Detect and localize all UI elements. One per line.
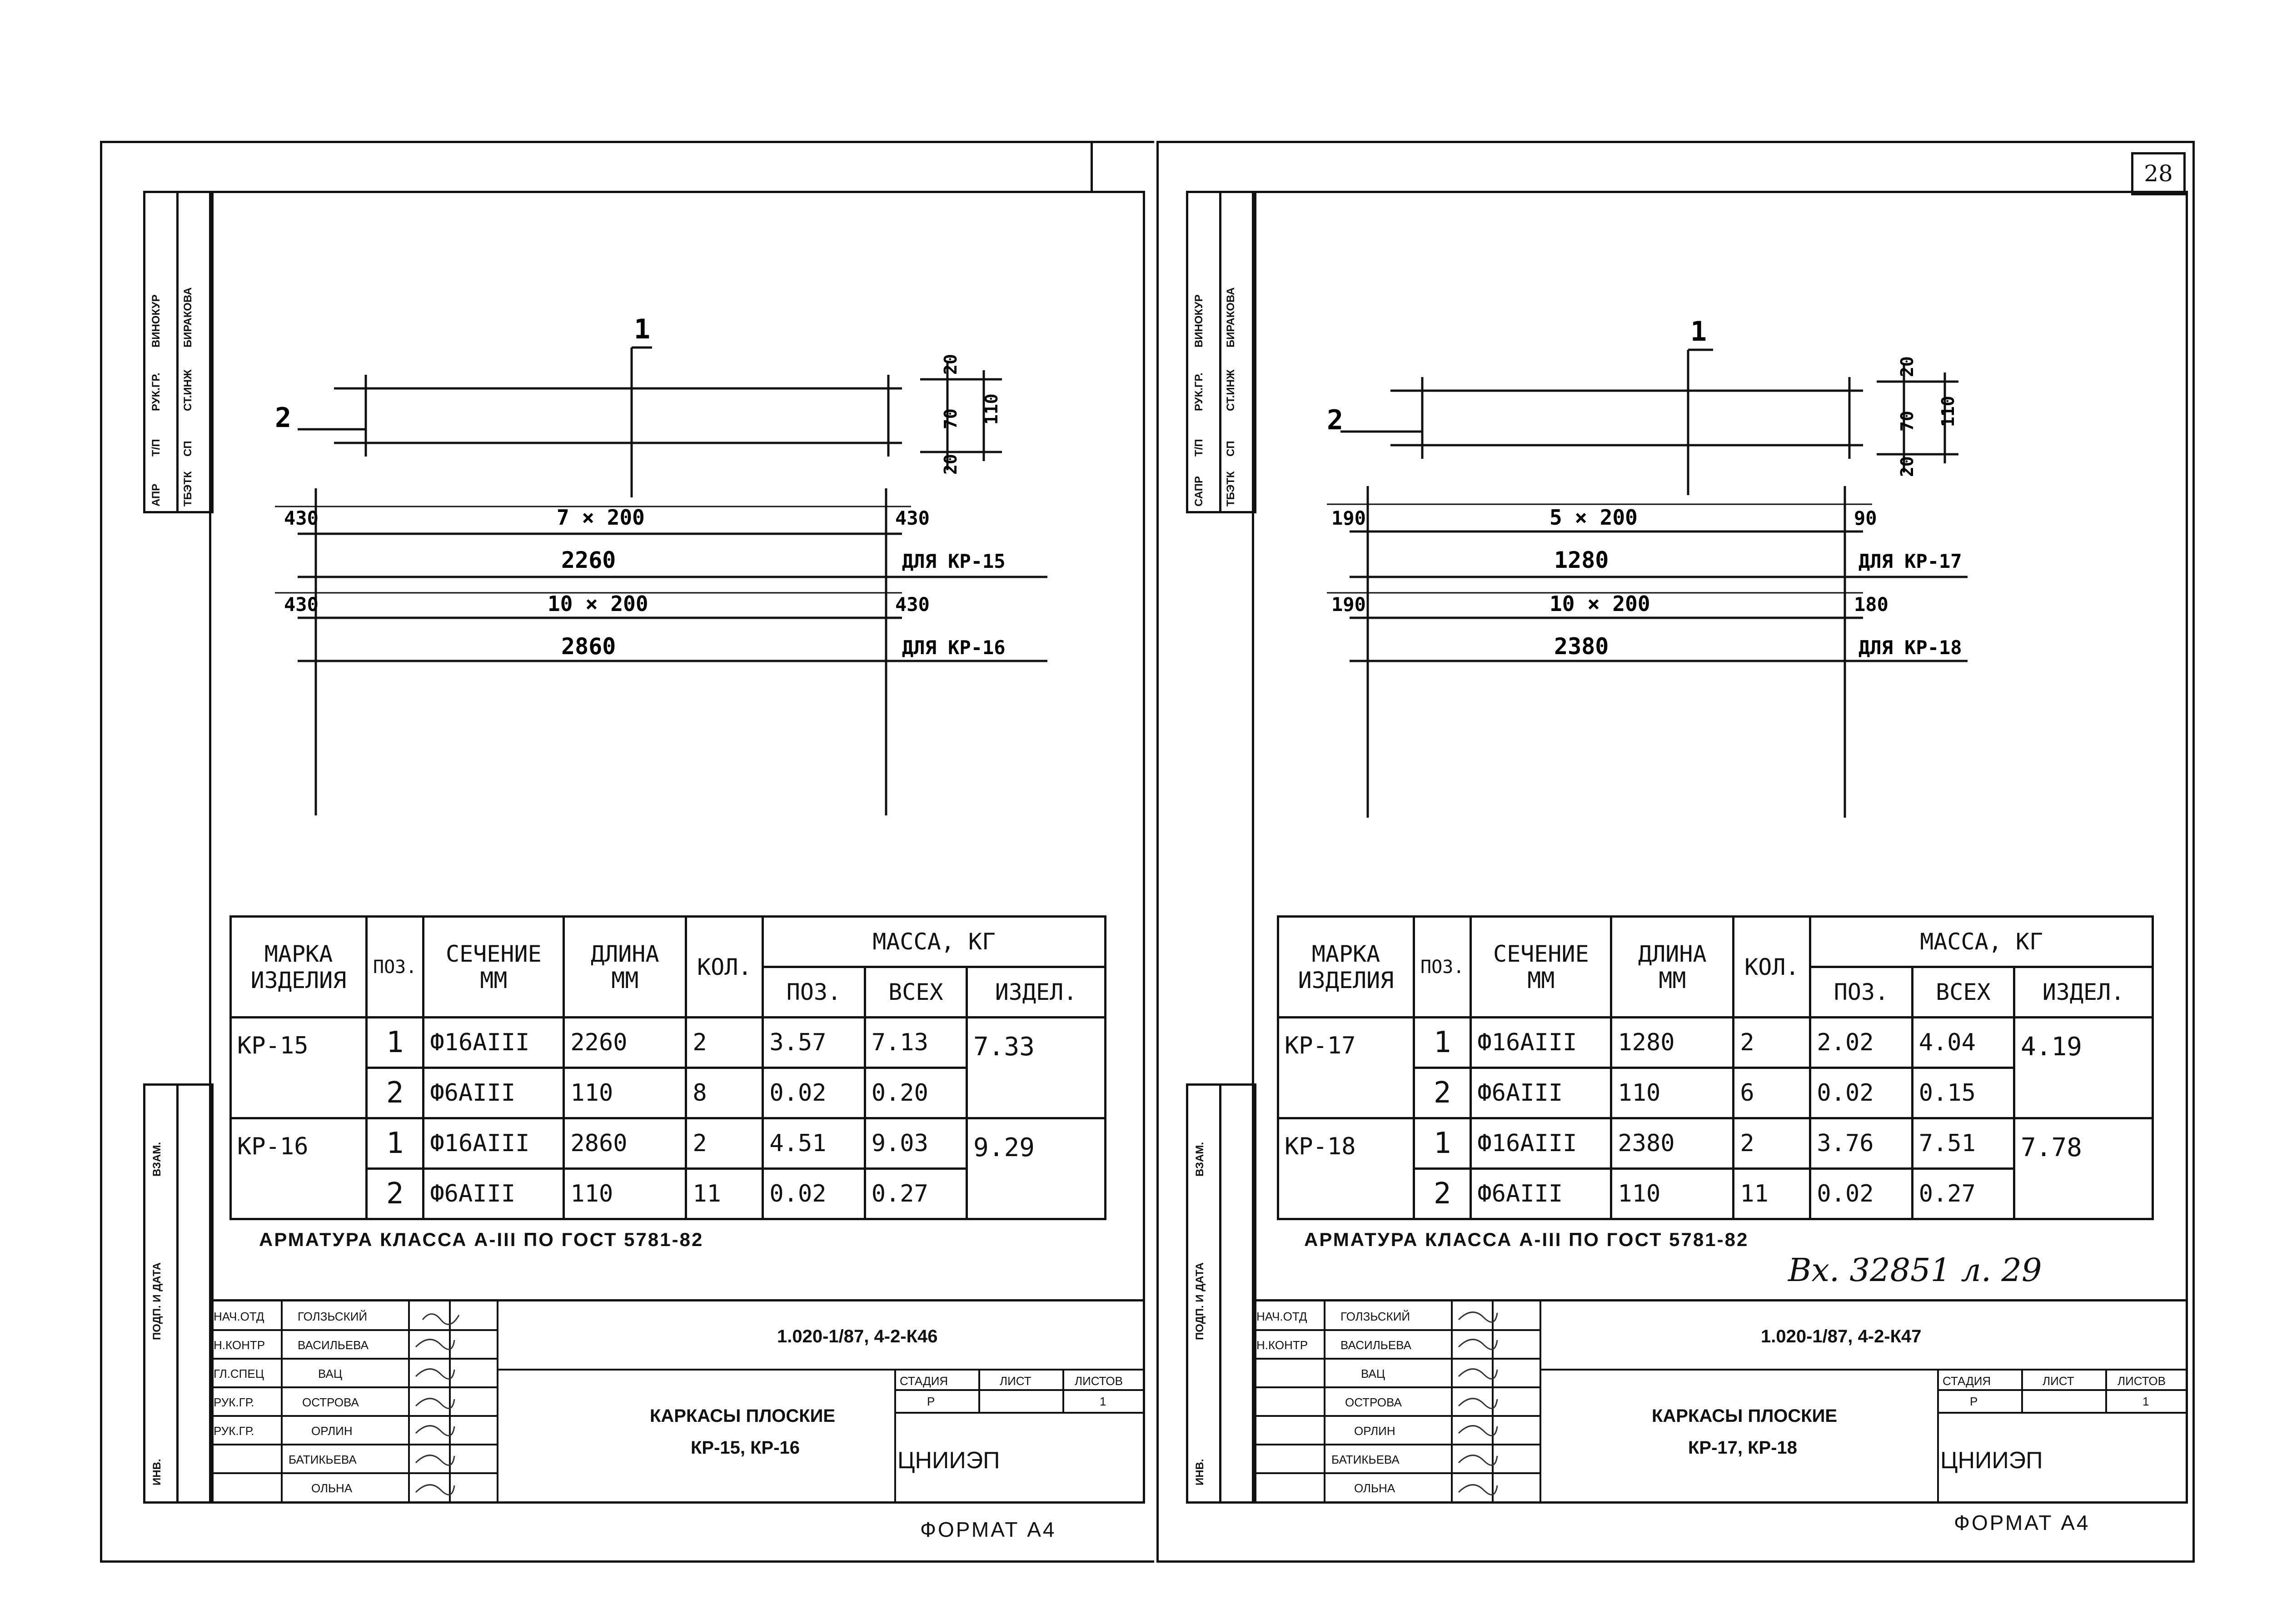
th-mass-item: ИЗДЕЛ.: [2014, 967, 2153, 1018]
th-mass-all: ВСЕХ: [865, 967, 967, 1018]
th-qty: КОЛ.: [1734, 917, 1810, 1018]
stamp-stage-header: СТАДИЯ: [1943, 1374, 1991, 1388]
th-mass: МАССА, КГ: [1810, 917, 2153, 967]
th-length: ДЛИНА ММ: [1611, 917, 1734, 1018]
side-label: РУК.ГР.: [1193, 372, 1205, 411]
stamp-org: ЦНИИЭП: [897, 1447, 1000, 1474]
th-mass-pos: ПОЗ.: [763, 967, 865, 1018]
stamp-title-line1: КАРКАСЫ ПЛОСКИЕ: [650, 1406, 836, 1426]
table-row: 2 Ф6AIII 110 8 0.02 0.20: [231, 1068, 1106, 1118]
side-label: СП: [182, 441, 194, 457]
right-format-label: ФОРМАТ А4: [1954, 1511, 2090, 1535]
stamp-role: НАЧ.ОТД: [1256, 1310, 1307, 1323]
stamp-sheet-header: ЛИСТ: [1000, 1374, 1031, 1388]
table-row: 2 Ф6AIII 110 11 0.02 0.27: [1278, 1169, 2153, 1219]
dim-row2-total: 2260: [561, 547, 616, 573]
side-lower-label: ВЗАМ.: [1194, 1142, 1206, 1177]
table-row: 2 Ф6AIII 110 11 0.02 0.27: [231, 1169, 1106, 1219]
right-side-lower-strip: [1186, 1083, 1256, 1504]
side-label: САПР: [1193, 476, 1205, 507]
th-mass-all: ВСЕХ: [1912, 967, 2014, 1018]
side-label: СП: [1225, 441, 1237, 457]
th-section: СЕЧЕНИЕ ММ: [424, 917, 564, 1018]
side-label: БИРАКОВА: [1225, 287, 1237, 348]
stamp-name: ВАЦ: [1361, 1367, 1385, 1381]
dim-row3-right: 430: [895, 593, 930, 616]
dim-row1-left: 430: [284, 507, 319, 529]
th-length: ДЛИНА ММ: [564, 917, 686, 1018]
stamp-name: ОРЛИН: [1354, 1424, 1395, 1438]
right-spec-table: [1277, 915, 2154, 1220]
stamp-role: Н.КОНТР: [214, 1338, 265, 1352]
stamp-name: ОСТРОВА: [1345, 1396, 1402, 1409]
dim-20-bottom: 20: [1897, 456, 1917, 477]
side-label: ТБЭТК: [182, 471, 194, 507]
th-mark: МАРКА ИЗДЕЛИЯ: [231, 917, 367, 1018]
stamp-sheets-header: ЛИСТОВ: [2118, 1374, 2166, 1388]
th-mass-item: ИЗДЕЛ.: [967, 967, 1106, 1018]
left-reinforcement-drawing: [275, 316, 1093, 838]
dim-row1-left: 190: [1331, 507, 1366, 529]
table-row: КР-17 1 Ф16AIII 1280 2 2.02 4.04 4.19: [1278, 1018, 2153, 1068]
stamp-name: БАТИКЬЕВА: [289, 1453, 357, 1466]
dim-110: 110: [1938, 396, 1958, 427]
stamp-sheet-header: ЛИСТ: [2043, 1374, 2074, 1388]
dim-20-bottom: 20: [941, 454, 961, 475]
th-pos: ПОЗ.: [1414, 917, 1471, 1018]
side-label: Т/П: [1193, 439, 1205, 457]
table-row: КР-15 1 Ф16AIII 2260 2 3.57 7.13 7.33: [231, 1018, 1106, 1068]
sheet-corner-divider: [1091, 143, 1093, 193]
side-label: СТ.ИНЖ: [182, 369, 194, 411]
stamp-role: ГЛ.СПЕЦ: [214, 1367, 264, 1381]
stamp-code: 1.020-1/87, 4-2-К47: [1761, 1326, 1922, 1346]
stamp-sheets: 1: [1100, 1395, 1106, 1408]
dim-row3-mid: 10 × 200: [548, 591, 648, 616]
side-label: СТ.ИНЖ: [1225, 369, 1237, 411]
dim-row3-left: 190: [1331, 593, 1366, 616]
page-number: 28: [2131, 152, 2186, 195]
dim-row3-left: 430: [284, 593, 319, 616]
callout-2: 2: [275, 402, 292, 434]
th-mass: МАССА, КГ: [763, 917, 1106, 967]
stamp-title-line1: КАРКАСЫ ПЛОСКИЕ: [1652, 1406, 1838, 1426]
stamp-stage: Р: [927, 1395, 935, 1408]
dim-20-top: 20: [1897, 356, 1917, 377]
th-mass-pos: ПОЗ.: [1810, 967, 1912, 1018]
side-lower-label: ПОДП. И ДАТА: [151, 1262, 163, 1340]
right-title-block: [1252, 1299, 2186, 1504]
side-lower-label: ИНВ.: [151, 1459, 163, 1485]
stamp-name: ОЛЬНА: [1354, 1481, 1395, 1495]
callout-1: 1: [634, 316, 651, 345]
dim-row1-right: 90: [1854, 507, 1877, 529]
side-label: Т/П: [150, 439, 162, 457]
stamp-name: ОСТРОВА: [302, 1396, 359, 1409]
stamp-name: ВАЦ: [318, 1367, 343, 1381]
dim-row3-mid: 10 × 200: [1550, 591, 1650, 616]
side-lower-label: ВЗАМ.: [151, 1142, 163, 1177]
side-label: ТБЭТК: [1225, 471, 1237, 507]
stamp-sheets: 1: [2142, 1395, 2149, 1408]
left-reinforcement-note: АРМАТУРА КЛАССА А-III ПО ГОСТ 5781-82: [259, 1229, 704, 1250]
dim-row4-total: 2860: [561, 633, 616, 660]
stamp-sheets-header: ЛИСТОВ: [1075, 1374, 1123, 1388]
dim-row1-mid: 5 × 200: [1550, 505, 1638, 530]
stamp-title-line2: КР-17, КР-18: [1688, 1438, 1798, 1458]
dim-row1-mid: 7 × 200: [557, 505, 645, 530]
th-section: СЕЧЕНИЕ ММ: [1471, 917, 1611, 1018]
stamp-stage: Р: [1970, 1395, 1978, 1408]
side-label: ВИНОКУР: [1193, 294, 1205, 348]
dim-row4-total: 2380: [1554, 633, 1609, 660]
left-format-label: ФОРМАТ А4: [920, 1518, 1056, 1541]
dim-row2-label: ДЛЯ КР-17: [1858, 550, 1962, 572]
side-label: АПР: [150, 483, 162, 507]
left-sheet: [100, 141, 1154, 1563]
dim-70: 70: [1897, 411, 1917, 432]
dim-row3-right: 180: [1854, 593, 1888, 616]
right-reinforcement-drawing: [1313, 318, 2131, 840]
table-row: КР-16 1 Ф16AIII 2860 2 4.51 9.03 9.29: [231, 1118, 1106, 1169]
stamp-name: ГОЛЗЬСКИЙ: [298, 1310, 368, 1323]
right-side-stamp: [1186, 191, 1256, 513]
stamp-name: ОЛЬНА: [311, 1481, 353, 1495]
dim-70: 70: [941, 408, 961, 429]
side-label: ВИНОКУР: [150, 294, 162, 348]
dim-110: 110: [982, 393, 1001, 425]
callout-2: 2: [1327, 404, 1344, 436]
stamp-role: Н.КОНТР: [1256, 1338, 1308, 1352]
stamp-role: РУК.ГР.: [214, 1396, 254, 1409]
stamp-role: НАЧ.ОТД: [214, 1310, 264, 1323]
side-label: БИРАКОВА: [182, 287, 194, 348]
callout-1: 1: [1690, 318, 1707, 348]
left-side-lower-strip: [143, 1083, 214, 1504]
right-sheet: [1156, 141, 2195, 1563]
stamp-title-line2: КР-15, КР-16: [691, 1438, 800, 1458]
stamp-role: РУК.ГР.: [214, 1424, 254, 1438]
stamp-org: ЦНИИЭП: [1940, 1447, 2043, 1474]
th-pos: ПОЗ.: [367, 917, 424, 1018]
side-lower-label: ИНВ.: [1194, 1459, 1206, 1485]
table-row: КР-18 1 Ф16AIII 2380 2 3.76 7.51 7.78: [1278, 1118, 2153, 1169]
dim-row2-total: 1280: [1554, 547, 1609, 573]
side-lower-label: ПОДП. И ДАТА: [1194, 1262, 1206, 1340]
stamp-name: ГОЛЗЬСКИЙ: [1340, 1310, 1410, 1323]
left-spec-table: [229, 915, 1106, 1220]
dim-row4-label: ДЛЯ КР-18: [1858, 636, 1962, 659]
table-row: 2 Ф6AIII 110 6 0.02 0.15: [1278, 1068, 2153, 1118]
stamp-code: 1.020-1/87, 4-2-К46: [777, 1326, 938, 1346]
dim-row4-label: ДЛЯ КР-16: [902, 636, 1006, 659]
stamp-name: ОРЛИН: [311, 1424, 353, 1438]
dim-20-top: 20: [941, 354, 961, 375]
stamp-name: БАТИКЬЕВА: [1331, 1453, 1400, 1466]
th-qty: КОЛ.: [686, 917, 763, 1018]
stamp-name: ВАСИЛЬЕВА: [298, 1338, 369, 1352]
right-reinforcement-note: АРМАТУРА КЛАССА А-III ПО ГОСТ 5781-82: [1304, 1229, 1749, 1250]
stamp-stage-header: СТАДИЯ: [900, 1374, 948, 1388]
handwritten-registration: Вх. 32851 л. 29: [1788, 1252, 2042, 1289]
left-title-block: [209, 1299, 1143, 1504]
dim-row2-label: ДЛЯ КР-15: [902, 550, 1006, 572]
side-label: РУК.ГР.: [150, 372, 162, 411]
dim-row1-right: 430: [895, 507, 930, 529]
stamp-name: ВАСИЛЬЕВА: [1340, 1338, 1411, 1352]
left-side-stamp: [143, 191, 214, 513]
th-mark: МАРКА ИЗДЕЛИЯ: [1278, 917, 1414, 1018]
